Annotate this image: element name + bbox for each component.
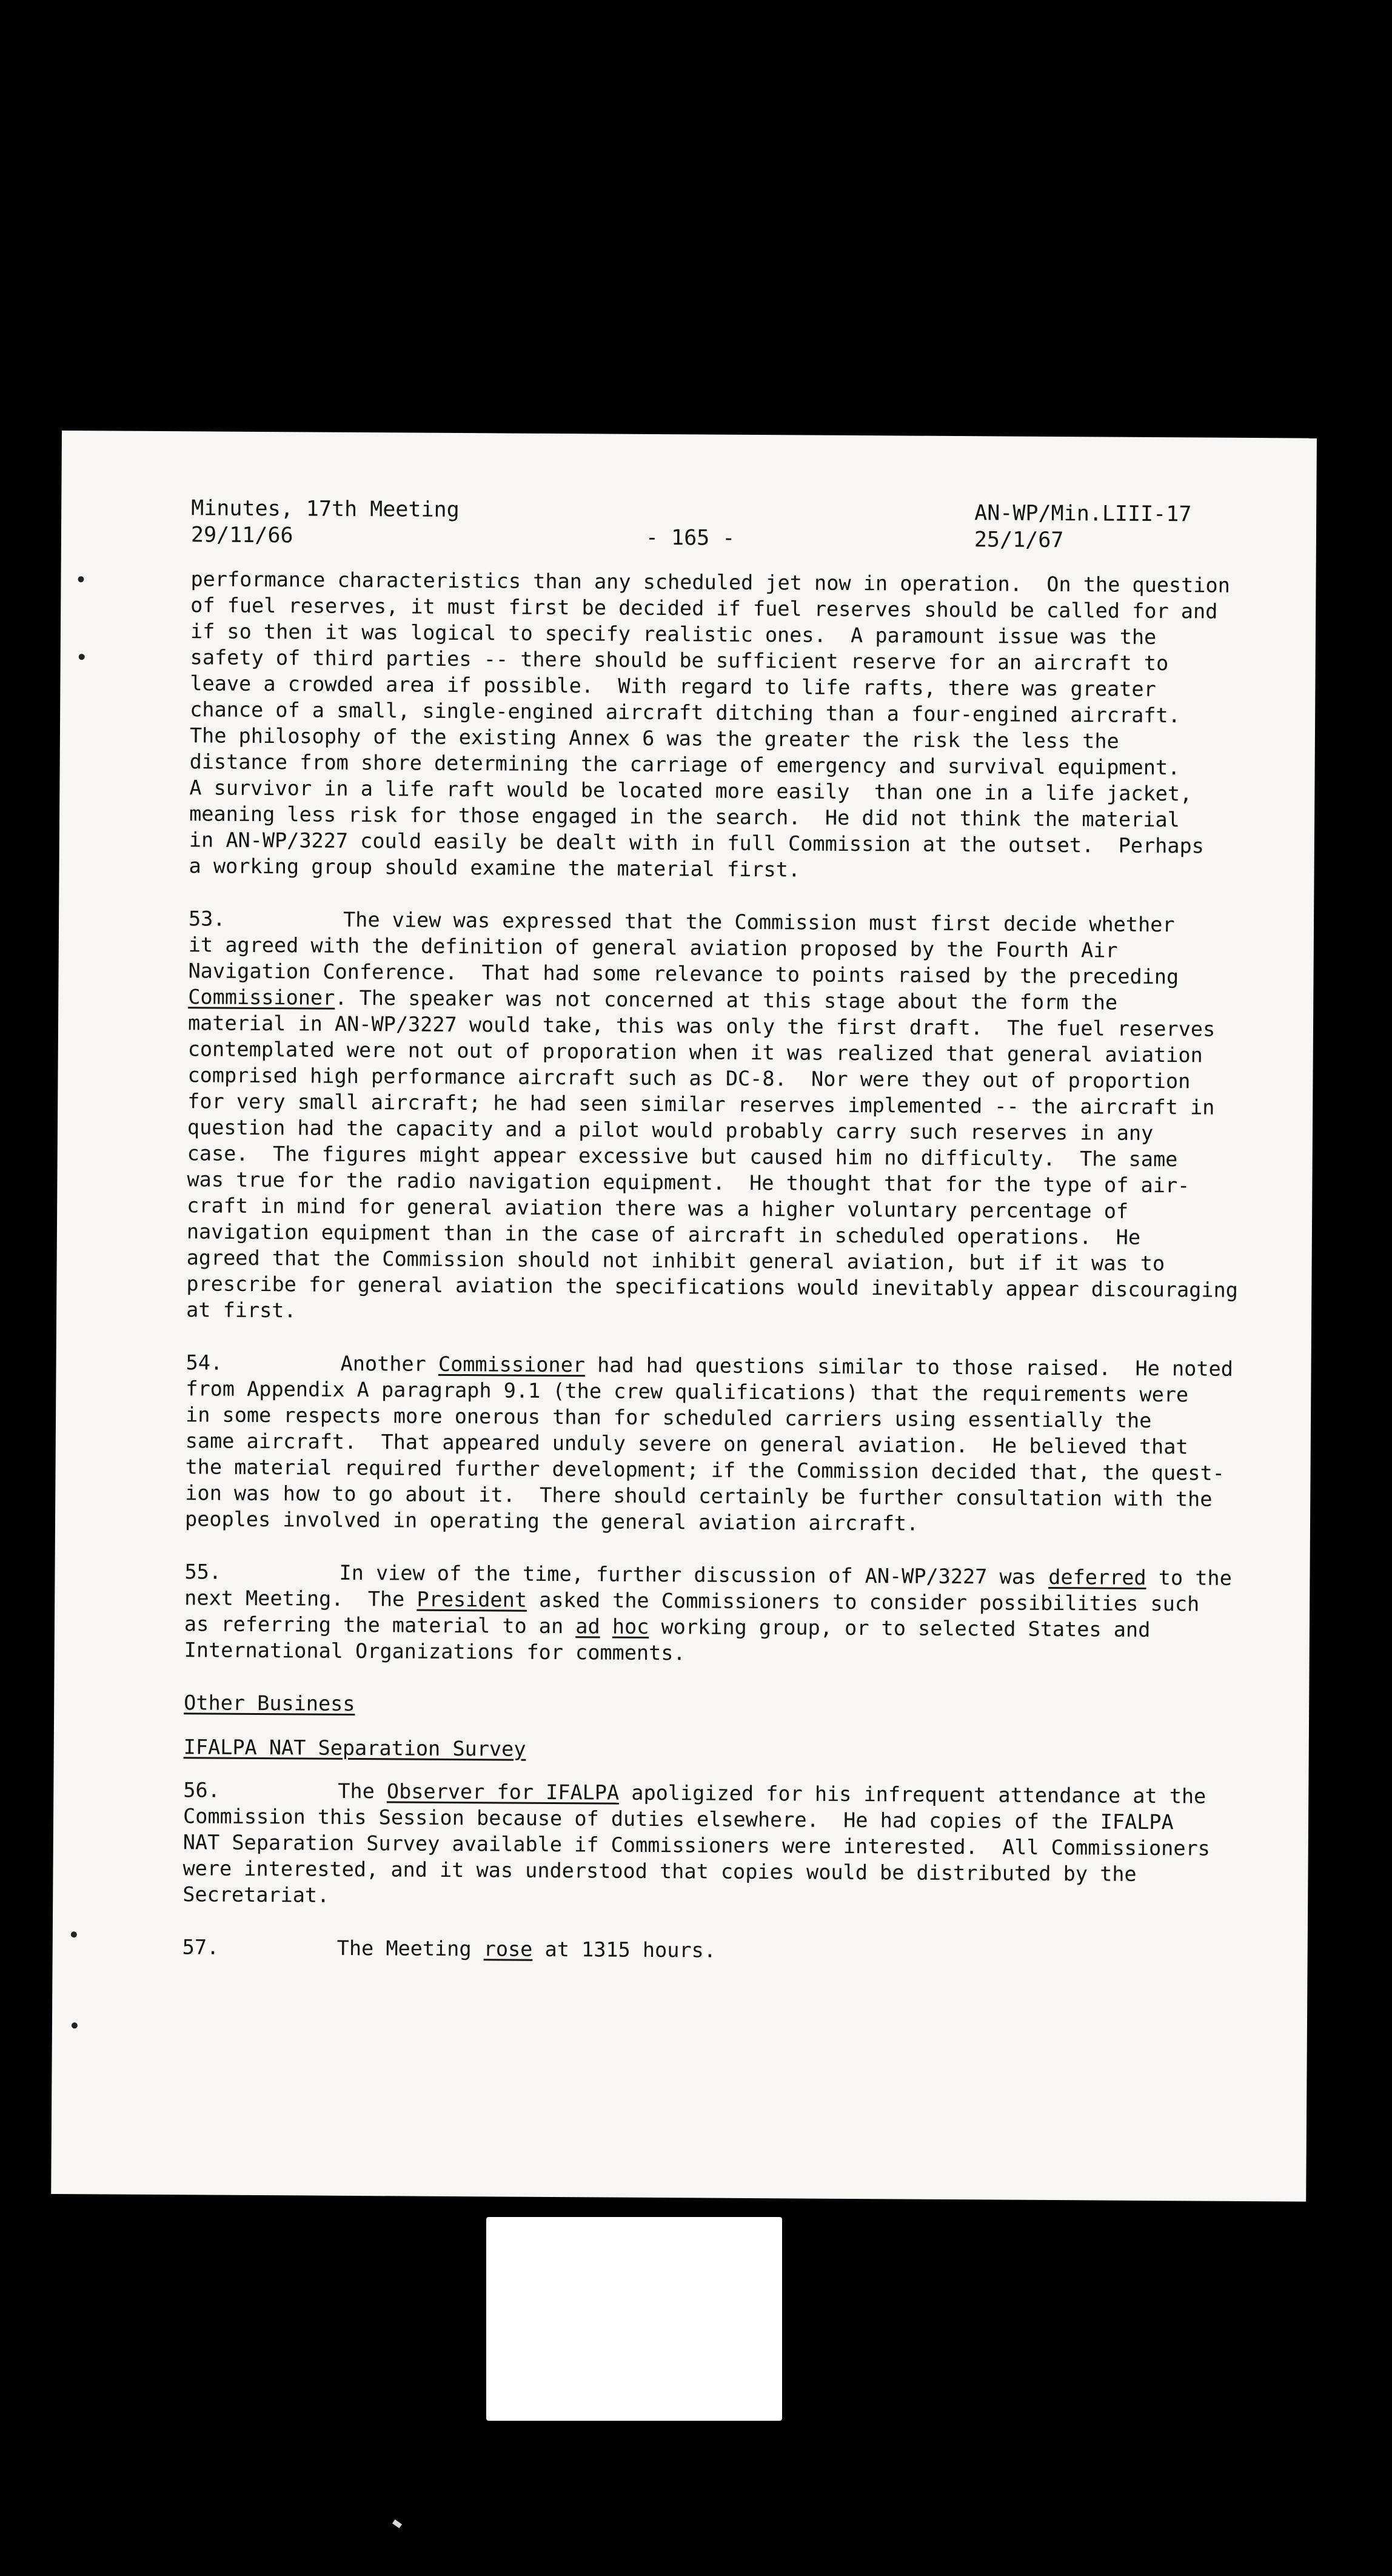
text-span: apoligized for his infrequent attendance at the — [619, 1780, 1206, 1808]
text-line: from Appendix A paragraph 9.1 (the crew qualifications) that the requirements were — [186, 1377, 1189, 1407]
text-line: performance characteristics than any scheduled jet now in operation. On the question — [190, 567, 1230, 597]
scan-dot — [71, 1931, 77, 1937]
paragraph-52-continued — [189, 566, 1276, 885]
header-meeting-title: Minutes, 17th Meeting — [191, 496, 460, 523]
paragraph-55 — [184, 1558, 1270, 1669]
text-line: if so then it was logical to specify realistic ones. A paramount issue was the — [190, 619, 1157, 649]
text-span: The Meeting — [336, 1936, 484, 1961]
text-line — [182, 1934, 1268, 1967]
header-document-date: 25/1/67 — [974, 528, 1064, 553]
text-line: navigation equipment than in the case of aircraft in scheduled operations. He — [186, 1219, 1141, 1249]
text-line: prescribe for general aviation the specifications would inevitably appear discouraging — [186, 1272, 1239, 1302]
text-line: International Organizations for comments. — [184, 1638, 686, 1665]
paragraph-54 — [185, 1349, 1271, 1538]
text-span — [600, 1614, 612, 1638]
header-meeting-info — [191, 495, 460, 550]
underlined-term: hoc — [612, 1614, 649, 1639]
text-span: Another — [340, 1351, 439, 1376]
paragraph-number: 56. — [183, 1778, 220, 1802]
underlined-term: ad — [575, 1614, 600, 1639]
text-line: of fuel reserves, it must first be decided if fuel reserves should be called for and — [190, 593, 1218, 623]
text-line: safety of third parties -- there should be sufficient reserve for an aircraft to — [190, 645, 1169, 676]
underlined-term: President — [417, 1587, 527, 1612]
text-line: in AN-WP/3227 could easily be dealt with in full Commission at the outset. Perhaps — [189, 828, 1204, 858]
text-span: The — [338, 1779, 387, 1803]
text-line: peoples involved in operating the general aviation aircraft. — [184, 1507, 919, 1535]
paragraph-number: 53. — [188, 907, 226, 931]
text-line: agreed that the Commission should not inhibit general aviation, but if it was to — [186, 1246, 1165, 1276]
underlined-term: rose — [483, 1937, 533, 1961]
scan-dot — [79, 654, 85, 660]
underlined-term: deferred — [1048, 1565, 1146, 1589]
text-line: case. The figures might appear excessive but caused him no difficulty. The same — [187, 1141, 1178, 1172]
paragraph-number: 55. — [184, 1560, 222, 1584]
text-span: had had questions similar to those raised. He noted — [584, 1353, 1234, 1381]
text-line: the material required further development; if the Commission decided that, the quest- — [185, 1455, 1225, 1485]
text-span: next Meeting. The — [184, 1586, 417, 1611]
text-line: in some respects more onerous than for scheduled carriers using essentially the — [185, 1403, 1152, 1433]
text-span: In view of the time, further discussion of AN-WP/3227 was — [339, 1560, 1049, 1589]
text-line: comprised high performance aircraft such as DC-8. Nor were they out of proportion — [187, 1063, 1191, 1093]
paragraph-number: 54. — [186, 1350, 223, 1375]
text-span: asked the Commissioners to consider possibilities such — [526, 1588, 1200, 1616]
minutes-body — [182, 566, 1276, 1993]
text-line: question had the capacity and a pilot would probably carry such reserves in any — [187, 1115, 1154, 1145]
text-line: same aircraft. That appeared unduly severe on general aviation. He believed that — [185, 1429, 1188, 1459]
paragraph-number: 57. — [182, 1935, 219, 1959]
text-line: A survivor in a life raft would be located more easily than one in a life jacket, — [189, 776, 1193, 806]
text-span: as referring the material to an — [184, 1612, 576, 1639]
header-document-code: AN-WP/Min.LIII-17 — [974, 501, 1192, 527]
paragraph-53 — [186, 905, 1274, 1329]
scan-dot — [78, 576, 84, 582]
text-line: material in AN-WP/3227 would take, this was only the first draft. The fuel reserves — [187, 1011, 1216, 1041]
text-line: ion was how to go about it. There should certainly be further consultation with the — [185, 1481, 1213, 1511]
text-line: craft in mind for general aviation there was a higher voluntary percentage of — [187, 1193, 1129, 1223]
text-line: Secretariat. — [182, 1882, 330, 1907]
section-heading-other-business: Other Business — [184, 1691, 355, 1716]
text-span: to the — [1146, 1565, 1232, 1590]
text-line: NAT Separation Survey available if Commissioners were interested. All Commissioners — [182, 1830, 1211, 1860]
header-meeting-date: 29/11/66 — [190, 523, 293, 548]
text-line: was true for the radio navigation equipment. He thought that for the type of air- — [187, 1167, 1190, 1198]
text-line: meaning less risk for those engaged in the search. He did not think the material — [189, 802, 1180, 832]
paragraph-56 — [182, 1777, 1268, 1914]
document-page — [51, 431, 1317, 2202]
underlined-term: Observer for IFALPA — [386, 1779, 620, 1805]
page-number: - 165 - — [645, 525, 735, 551]
text-line: it agreed with the definition of general aviation proposed by the Fourth Air — [188, 933, 1118, 962]
text-line: were interested, and it was understood that copies would be distributed by the — [182, 1856, 1137, 1886]
text-line: The philosophy of the existing Annex 6 was the greater the risk the less the — [189, 723, 1119, 753]
scan-dot — [72, 2022, 78, 2028]
page-header — [191, 495, 1265, 562]
text-line: Navigation Conference. That had some relevance to points raised by the preceding — [188, 959, 1179, 989]
underlined-term: Commissioner — [188, 985, 335, 1010]
text-line: Commission this Session because of duties elsewhere. He had copies of the IFALPA — [182, 1804, 1174, 1834]
text-line: distance from shore determining the carriage of emergency and survival equipment. — [189, 750, 1180, 780]
paragraph-57 — [182, 1934, 1268, 1967]
text-span: working group, or to selected States and — [649, 1614, 1151, 1642]
text-span: The speaker was not concerned at this stage about the form the — [347, 985, 1118, 1015]
text-line: leave a crowded area if possible. With regard to life rafts, there was greater — [190, 671, 1156, 702]
blank-white-panel — [486, 2217, 782, 2421]
text-line: for very small aircraft; he had seen similar reserves implemented -- the aircraft in — [187, 1089, 1215, 1119]
text-line: chance of a small, single-engined aircraft ditching than a four-engined aircraft. — [190, 697, 1180, 728]
text-span: at 1315 hours. — [532, 1937, 717, 1962]
text-span: The view was expressed that the Commission must first decide whether — [343, 907, 1175, 937]
scan-speck — [392, 2520, 402, 2529]
section-heading-ifalpa-survey: IFALPA NAT Separation Survey — [183, 1735, 526, 1761]
text-span: . — [335, 985, 347, 1010]
text-line: at first. — [186, 1298, 296, 1323]
header-document-ref — [974, 500, 1192, 554]
text-line: contemplated were not out of proporation when it was realized that general aviation — [187, 1037, 1203, 1067]
text-line: a working group should examine the material first. — [189, 854, 801, 882]
underlined-term: Commissioner — [438, 1352, 586, 1377]
